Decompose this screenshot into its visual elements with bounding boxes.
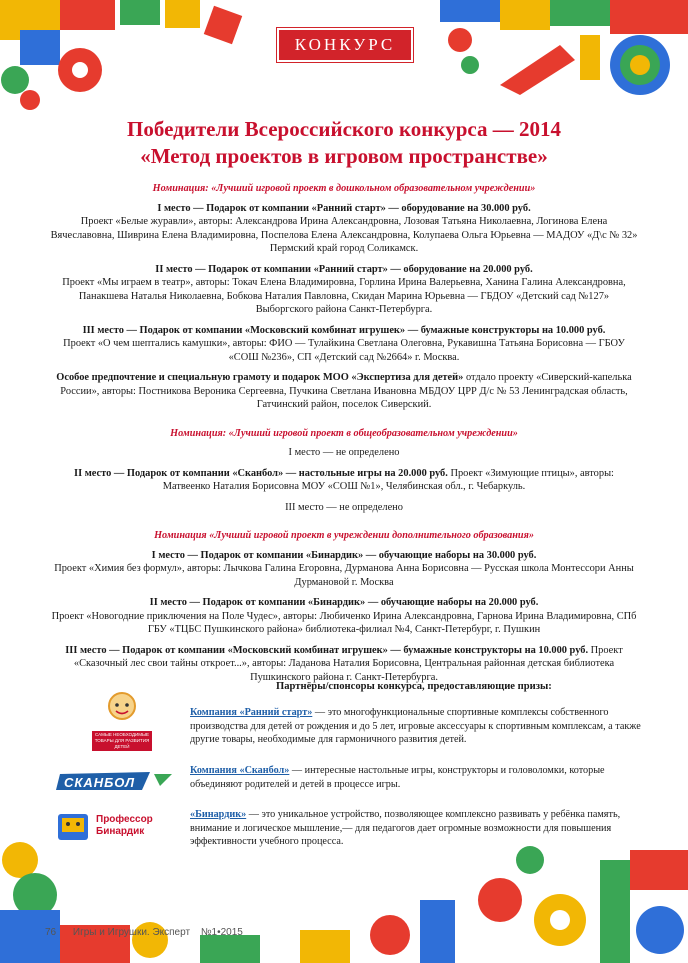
nomination-1-title: Номинация: «Лучший игровой проект в дошкольном образовательном учреждении» bbox=[152, 183, 536, 194]
place-text: Проект «Зимующие птицы», авторы: Матвеенко Наталия Борисовна МОУ «СОШ №1», Челябинская обл., г. Чебаркуль. bbox=[162, 467, 614, 492]
logo-caption: СКАНБОЛ bbox=[64, 775, 136, 790]
place-text: Проект «Белые журавли», авторы: Александрова Ирина Александровна, Лозовая Татьяна Николаевна, Логинова Елена Вячеславовна, Шиврина Елена Владимировна, Поспелова Елена Александровна, Колупаева Ольга Юрьевна — МАДОУ «Д\с № 32» Пермский край город Соликамск. bbox=[50, 216, 638, 254]
title-line-1: Победители Всероссийского конкурса — 2014 bbox=[127, 117, 561, 141]
partners-title: Партнёры/спонсоры конкурса, предоставляющие призы: bbox=[276, 681, 552, 692]
nomination-2-place-3: III место — не определено bbox=[285, 501, 403, 513]
partner-link-skanbol[interactable]: Компания «Сканбол» bbox=[190, 765, 290, 776]
place-heading: I место — Подарок от компании «Бинардик» — обучающие наборы на 30.000 руб. bbox=[151, 549, 537, 561]
place-heading: II место — Подарок от компании «Сканбол» — настольные игры на 20.000 руб. bbox=[74, 467, 448, 479]
partner-link-binardik[interactable]: «Бинардик» bbox=[190, 809, 247, 820]
nomination-2-place-1: I место — не определено bbox=[288, 447, 400, 458]
rannij-start-logo bbox=[92, 690, 152, 750]
nomination-1-place-1 bbox=[50, 202, 638, 256]
section-banner: КОНКУРС bbox=[277, 28, 413, 62]
place-text: Проект «Мы играем в театр», авторы: Токач Елена Владимировна, Горлина Ирина Валерьевна, Ханина Галина Александровна, Панакшева Наталья Николаевна, Бобкова Наталия Павловна, Скидан Марина Юрьевна — ГБДОУ «Детский сад №127» Выборгского района Санкт-Петербурга. bbox=[62, 277, 626, 315]
page-number: 76 bbox=[45, 927, 57, 938]
partner-description: — это уникальное устройство, позволяющее комплексно развивать у ребёнка память, внимание и логическое мышление,— для педагогов дает огромные возможности для повышения эффективности учебного процесса. bbox=[190, 809, 621, 847]
issue-number: №1•2015 bbox=[200, 927, 243, 938]
place-heading: III место — Подарок от компании «Московский комбинат игрушек» — бумажные конструкторы на 10.000 руб. bbox=[65, 644, 589, 656]
place-text: Проект «Новогодние приключения на Поле Чудес», авторы: Любиченко Ирина Александровна, Гарнова Ирина Владимировна, СПб ГБУ «ТЦБС Пушкинского района» библиотека-филиал №4, Санкт-Петербург, г. Пушкин bbox=[51, 610, 637, 635]
partner-link-rannij-start[interactable]: Компания «Ранний старт» bbox=[190, 707, 313, 718]
partner-binardik bbox=[190, 808, 650, 849]
child-icon bbox=[102, 690, 142, 726]
nomination-3-place-1 bbox=[50, 549, 638, 590]
partner-rannij-start bbox=[190, 706, 650, 747]
place-text: Проект «Химия без формул», авторы: Лычкова Галина Егоровна, Дурманова Анна Борисовна — Русская школа Монтессори Анны Дурмановой г. Москва bbox=[54, 563, 634, 588]
place-heading: I место — Подарок от компании «Ранний старт» — оборудование на 30.000 руб. bbox=[157, 202, 531, 214]
binardik-logo bbox=[56, 808, 176, 848]
title-line-2: «Метод проектов в игровом пространстве» bbox=[140, 144, 548, 168]
nomination-1-place-2 bbox=[50, 263, 638, 317]
partner-description: — интересные настольные игры, конструкторы и головоломки, которые объединяют родителей и детей в процессе игры. bbox=[190, 765, 605, 790]
special-text: отдало проекту «Сиверский-капелька России», авторы: Постникова Вероника Сергеевна, Пучкина Светлана Ивановна МБДОУ ЦРР Д/с № 53 Ленинградская область, Гатчинский район, поселок Сиверский. bbox=[60, 372, 632, 410]
nomination-3-title: Номинация «Лучший игровой проект в учреждении дополнительного образования» bbox=[154, 530, 534, 541]
place-heading: III место — Подарок от компании «Московский комбинат игрушек» — бумажные конструкторы на 10.000 руб. bbox=[82, 324, 606, 336]
place-heading: II место — Подарок от компании «Ранний старт» — оборудование на 20.000 руб. bbox=[155, 263, 533, 275]
page-title bbox=[60, 116, 628, 170]
skanbol-logo bbox=[56, 764, 174, 792]
logo-caption: САМЫЕ НЕОБХОДИМЫЕ ТОВАРЫ ДЛЯ РАЗВИТИЯ ДЕТЕЙ bbox=[92, 731, 152, 751]
nomination-2-place-2 bbox=[50, 467, 638, 494]
place-text: Проект «Сказочный лес свои тайны откроет...», авторы: Ладанова Наталия Борисовна, Центральная районная детская библиотека Пушкинского района г. Санкт-Петербурга. bbox=[73, 644, 623, 683]
journal-name: Игры и Игрушки. Эксперт bbox=[72, 927, 191, 938]
partner-skanbol bbox=[190, 764, 650, 791]
nomination-3-place-3 bbox=[50, 644, 638, 685]
partner-description: — это многофункциональные спортивные комплексы собственного производства для детей от рождения и до 5 лет, игровые аксессуары к спортивным комплексам, а также другие товары, необходимые для гармоничного развития детей. bbox=[190, 707, 641, 745]
nomination-1-special bbox=[50, 371, 638, 412]
place-heading: II место — Подарок от компании «Бинардик» — обучающие наборы на 20.000 руб. bbox=[149, 597, 539, 608]
nomination-2-title: Номинация: «Лучший игровой проект в общеобразовательном учреждении» bbox=[170, 427, 518, 439]
page-footer bbox=[45, 927, 243, 938]
toys-bottom-decoration bbox=[0, 840, 688, 963]
professor-icon bbox=[56, 808, 94, 848]
article-body bbox=[50, 182, 638, 691]
place-text: Проект «О чем шептались камушки», авторы: ФИО — Тулайкина Светлана Олеговна, Рукавишна Татьяна Борисовна — ГБОУ «СОШ №236», СП «Детский сад №2664» г. Москва. bbox=[63, 338, 625, 363]
special-heading: Особое предпочтение и специальную грамоту и подарок МОО «Экспертиза для детей» bbox=[56, 372, 464, 383]
nomination-3-place-2 bbox=[50, 596, 638, 637]
logo-caption: Профессор Бинардик bbox=[96, 814, 153, 837]
nomination-1-place-3 bbox=[50, 324, 638, 365]
